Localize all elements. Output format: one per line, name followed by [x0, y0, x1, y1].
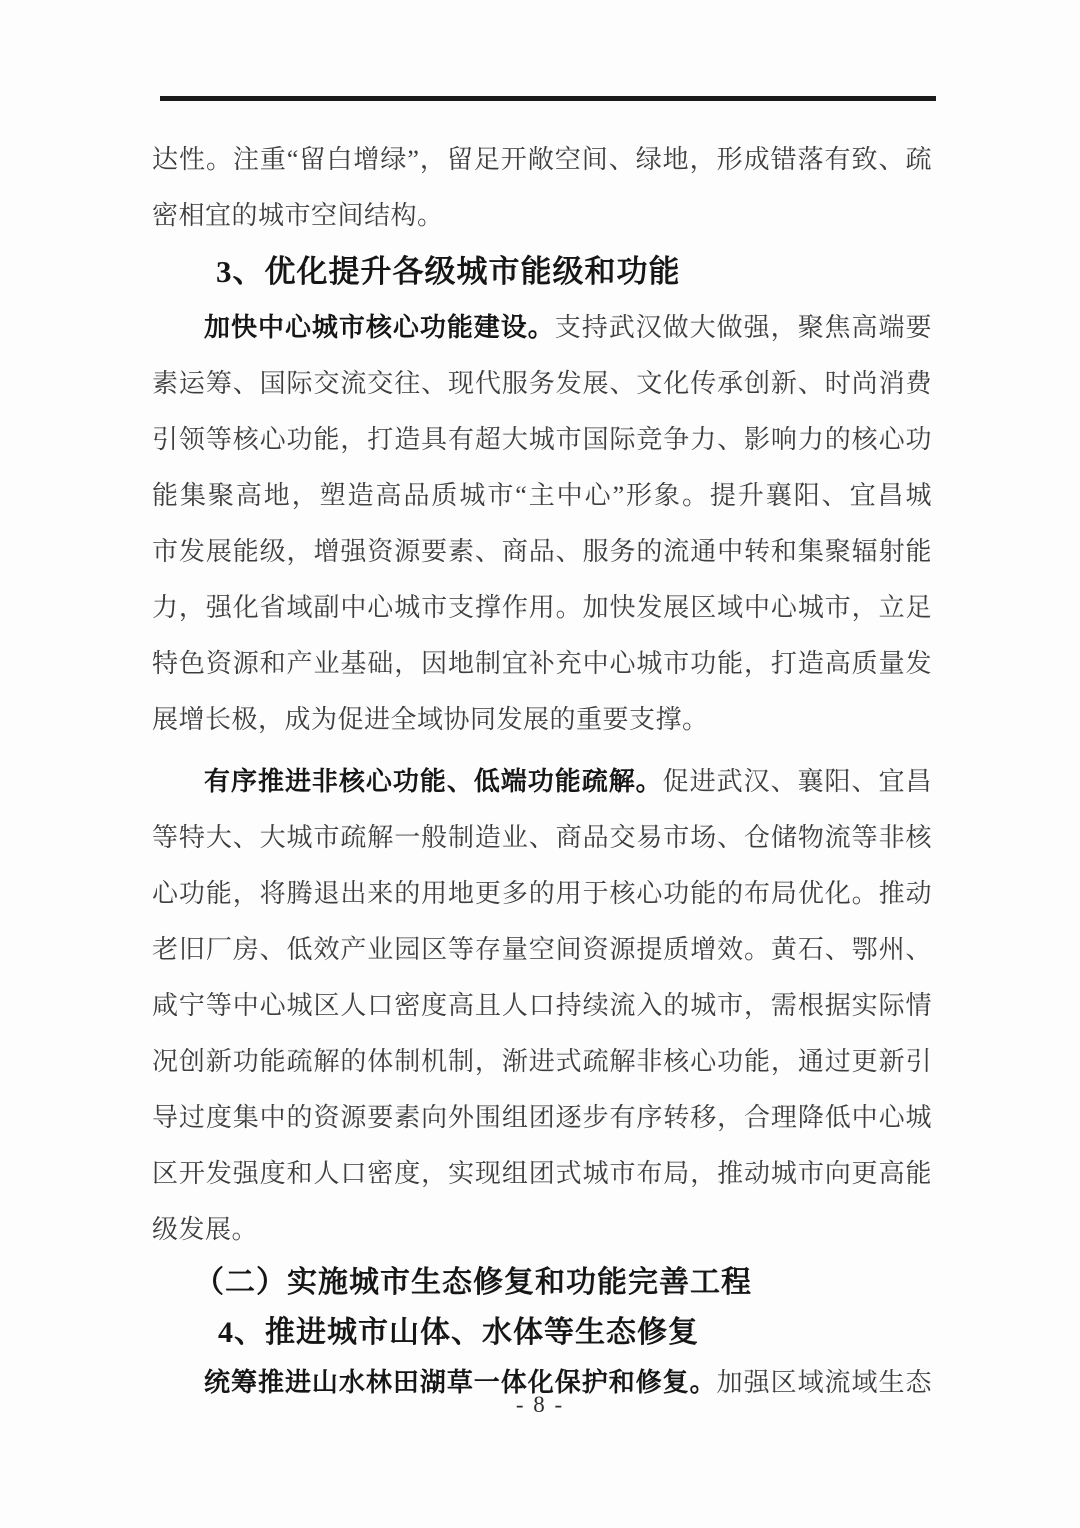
text-segment: 加强区域流域生态 — [716, 1368, 932, 1397]
header-rule — [160, 96, 936, 101]
text-line — [152, 356, 932, 412]
bold-text-segment: （二）实施城市生态修复和功能完善工程 — [194, 1266, 752, 1299]
text-line — [152, 922, 932, 978]
text-line — [152, 580, 932, 636]
text-line — [152, 244, 932, 300]
text-segment: 特色资源和产业基础，因地制宜补充中心城市功能，打造高质量发 — [152, 649, 932, 678]
text-line — [152, 1090, 932, 1146]
text-line — [152, 300, 932, 356]
text-segment: 力，强化省域副中心城市支撑作用。加快发展区域中心城市，立足 — [152, 593, 932, 622]
text-line — [152, 412, 932, 468]
text-segment: 级发展。 — [152, 1215, 259, 1244]
text-line — [152, 1308, 932, 1358]
text-segment: 况创新功能疏解的体制机制，渐进式疏解非核心功能，通过更新引 — [152, 1047, 932, 1076]
text-segment: 区开发强度和人口密度，实现组团式城市布局，推动城市向更高能 — [152, 1159, 932, 1188]
text-segment: 展增长极，成为促进全域协同发展的重要支撑。 — [152, 705, 709, 734]
text-line — [152, 754, 932, 810]
text-line — [152, 188, 932, 244]
text-segment: 密相宜的城市空间结构。 — [152, 201, 444, 230]
bold-text-segment: 统筹推进山水林田湖草一体化保护和修复。 — [204, 1368, 717, 1397]
document-body — [152, 132, 932, 1408]
text-segment: 等特大、大城市疏解一般制造业、商品交易市场、仓储物流等非核 — [152, 823, 932, 852]
text-line — [152, 1202, 932, 1258]
text-line — [152, 1034, 932, 1090]
text-line — [152, 1146, 932, 1202]
text-segment: 支持武汉做大做强，聚焦高端要 — [554, 313, 932, 342]
text-segment: 老旧厂房、低效产业园区等存量空间资源提质增效。黄石、鄂州、 — [152, 935, 932, 964]
text-line — [152, 978, 932, 1034]
text-line — [152, 468, 932, 524]
text-segment: 心功能，将腾退出来的用地更多的用于核心功能的布局优化。推动 — [152, 879, 932, 908]
text-segment: 达性。注重“留白增绿”，留足开敞空间、绿地，形成错落有致、疏 — [152, 145, 932, 174]
text-segment: 素运筹、国际交流交往、现代服务发展、文化传承创新、时尚消费 — [152, 369, 932, 398]
text-line — [152, 524, 932, 580]
bold-text-segment: 3、优化提升各级城市能级和功能 — [216, 254, 681, 289]
page-number: - 8 - — [515, 1392, 565, 1417]
text-line — [152, 1258, 932, 1308]
text-line — [152, 692, 932, 748]
bold-text-segment: 有序推进非核心功能、低端功能疏解。 — [204, 767, 663, 796]
bold-text-segment: 4、推进城市山体、水体等生态修复 — [218, 1316, 699, 1349]
text-line — [152, 866, 932, 922]
bold-text-segment: 加快中心城市核心功能建设。 — [204, 313, 555, 342]
text-line — [152, 810, 932, 866]
text-segment: 促进武汉、襄阳、宜昌 — [662, 767, 932, 796]
text-segment: 咸宁等中心城区人口密度高且人口持续流入的城市，需根据实际情 — [152, 991, 932, 1020]
text-line — [152, 132, 932, 188]
text-segment: 市发展能级，增强资源要素、商品、服务的流通中转和集聚辐射能 — [152, 537, 932, 566]
text-line — [152, 636, 932, 692]
text-segment: 能集聚高地，塑造高品质城市“主中心”形象。提升襄阳、宜昌城 — [152, 481, 932, 510]
text-segment: 引领等核心功能，打造具有超大城市国际竞争力、影响力的核心功 — [152, 425, 932, 454]
text-segment: 导过度集中的资源要素向外围组团逐步有序转移，合理降低中心城 — [152, 1103, 932, 1132]
